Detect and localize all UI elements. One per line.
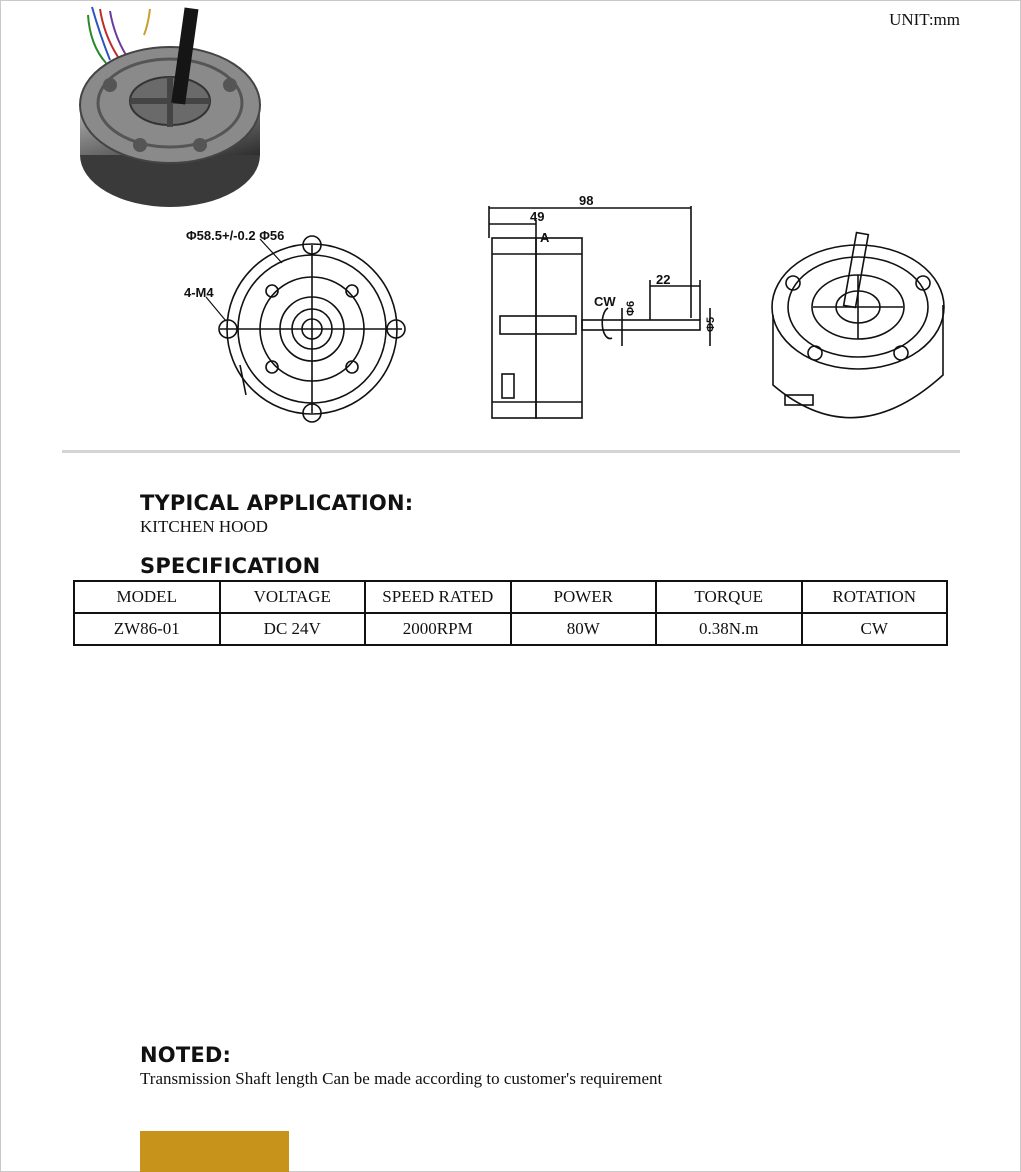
cell-power: 80W: [511, 613, 657, 645]
hole-label: 4-M4: [184, 285, 214, 300]
notes-text: Transmission Shaft length Can be made according to customer's requirement: [140, 1069, 663, 1088]
cell-model: ZW86-01: [74, 613, 220, 645]
cell-torque: 0.38N.m: [656, 613, 802, 645]
header-torque: TORQUE: [656, 581, 802, 613]
table-row: [74, 613, 947, 645]
diameter-label: Φ58.5+/-0.2 Φ56: [186, 228, 285, 243]
header-model: MODEL: [74, 581, 220, 613]
isometric-view-drawing: [755, 225, 960, 440]
unit-label: UNIT:mm: [889, 10, 960, 29]
cell-rotation: CW: [802, 613, 948, 645]
specification-title: SPECIFICATION: [140, 554, 321, 578]
header-speed-rated: SPEED RATED: [365, 581, 511, 613]
application-value: KITCHEN HOOD: [140, 517, 268, 536]
shaft-dia-6: Φ6: [625, 300, 637, 316]
header-power: POWER: [511, 581, 657, 613]
notes-title: NOTED:: [140, 1043, 232, 1067]
dim-total: 98: [579, 193, 594, 208]
cell-speed-rated: 2000RPM: [365, 613, 511, 645]
application-title: TYPICAL APPLICATION:: [140, 491, 414, 515]
dim-body: 49: [530, 209, 545, 224]
dim-shaft: 22: [656, 272, 671, 287]
accent-bar: [140, 1131, 289, 1172]
specification-table: [73, 580, 948, 646]
rotation-label: CW: [594, 294, 616, 309]
table-header-row: [74, 581, 947, 613]
side-view-drawing: [480, 190, 730, 430]
section-label: A: [540, 230, 550, 245]
shaft-dia-5: Φ5: [705, 316, 717, 332]
header-rotation: ROTATION: [802, 581, 948, 613]
motor-photo: [70, 5, 270, 217]
front-view-drawing: [180, 225, 420, 435]
section-divider: [62, 450, 960, 453]
cell-voltage: DC 24V: [220, 613, 366, 645]
header-voltage: VOLTAGE: [220, 581, 366, 613]
